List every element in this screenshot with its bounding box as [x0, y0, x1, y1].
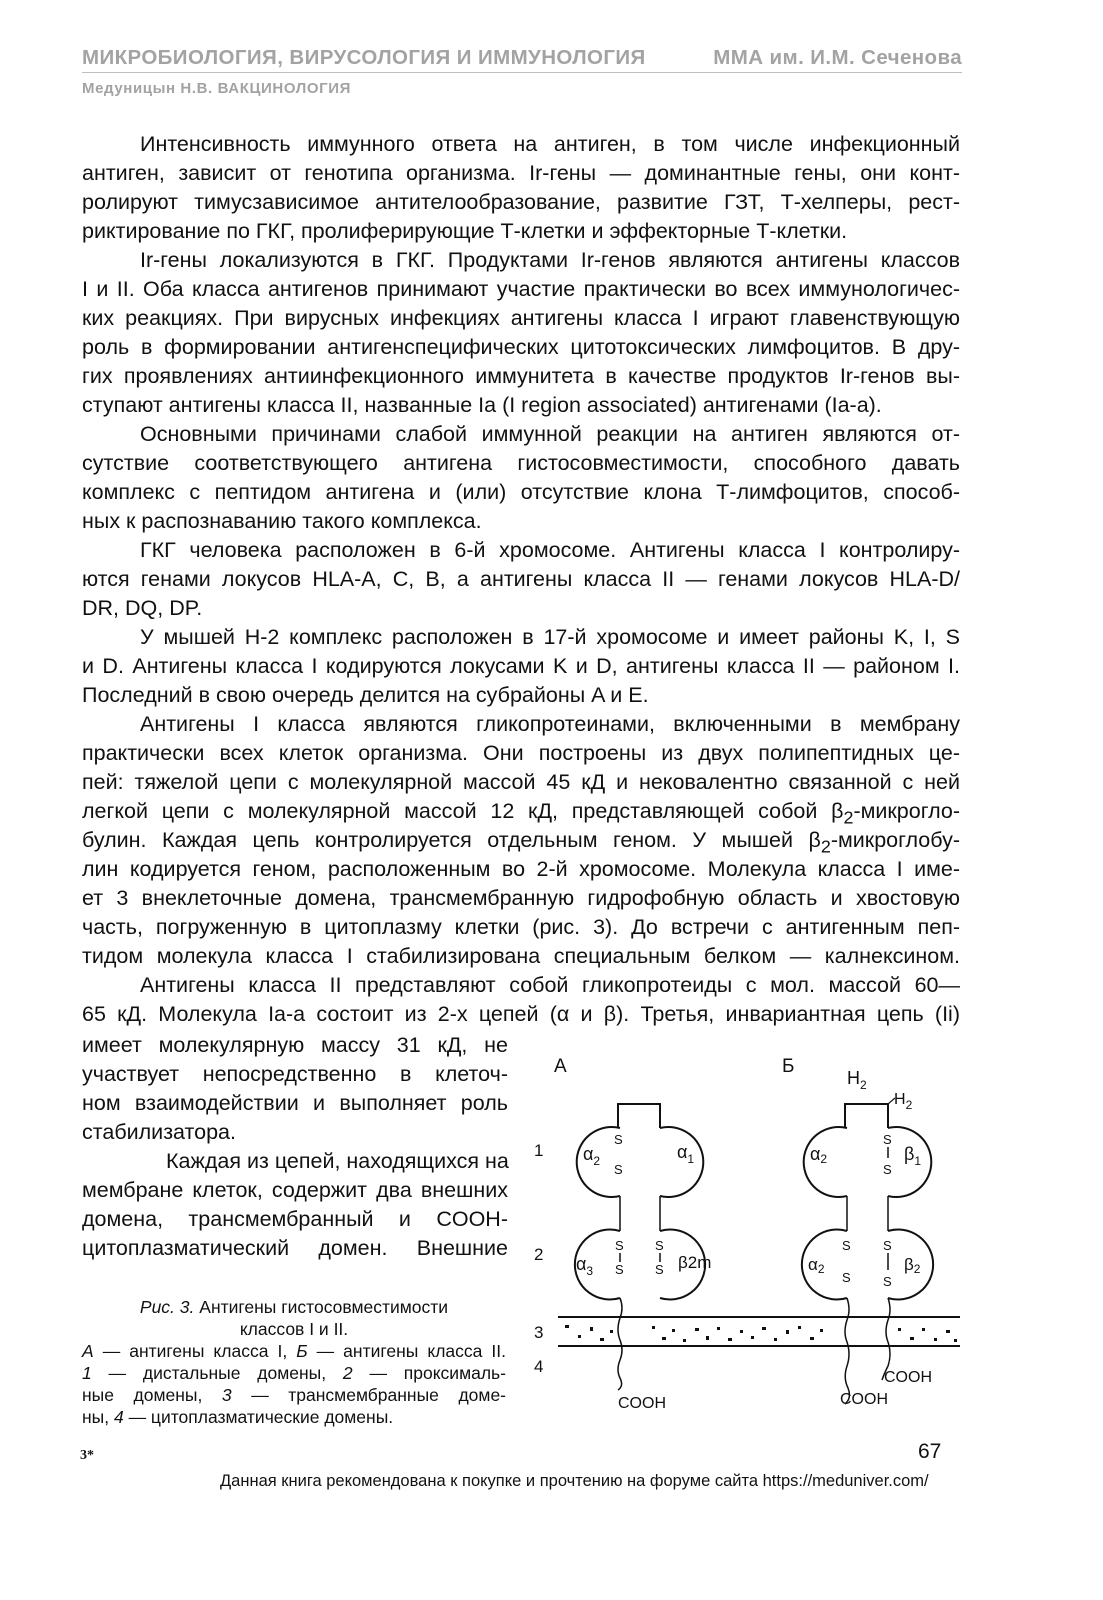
text-line: Каждая из цепей, находящихся на [166, 1149, 509, 1173]
svg-text:S: S [883, 1162, 892, 1177]
caption-line: А — антигены класса I, Б — антигены класса II. [82, 1341, 506, 1361]
svg-text:α2: α2 [810, 1144, 828, 1166]
row-label: 2 [534, 1245, 544, 1264]
text-line: Антигены I класса являются гликопротеинами, включенными в мембрану [140, 712, 960, 736]
text-line: булин. Каждая цепь контролируется отдельным геном. У мышей $\beta_2-микроглобу-$ [82, 828, 960, 857]
svg-text:COOH: COOH [840, 1391, 888, 1408]
panel-a-class-i [554, 1056, 711, 1410]
text-line: Основными причинами слабой иммунной реакции на антиген являются от- [140, 422, 960, 446]
text-line: цитоплазматический домен. Внешние [82, 1236, 508, 1260]
row-label: 3 [534, 1323, 544, 1342]
svg-text:β2m: β2m [678, 1253, 712, 1272]
text-line: ном взаимодействии и выполняет роль [82, 1091, 508, 1115]
page-number: 67 [918, 1440, 942, 1463]
text-line: Антигены класса II представляют собой гликопротеиды с мол. массой 60— [140, 973, 960, 997]
signature-mark: 3* [80, 1448, 94, 1463]
svg-text:α2: α2 [808, 1255, 825, 1276]
svg-text:S: S [615, 1262, 624, 1277]
svg-text:COOH: COOH [618, 1395, 666, 1410]
text-line: сутствие соответствующего антигена гистосовместимости, способного давать [82, 451, 960, 475]
text-line: ных к распознаванию такого комплекса. [82, 509, 482, 533]
text-line: лин кодируется геном, расположенным во 2-й хромосоме. Молекула класса I име- [82, 857, 960, 881]
text-line: участвует непосредственно в клеточ- [82, 1062, 508, 1086]
svg-text:S: S [655, 1238, 664, 1253]
svg-text:S: S [883, 1274, 892, 1289]
header-rule [82, 72, 962, 73]
caption-line: классов I и II. [239, 1319, 349, 1339]
svg-text:α1: $\alpha_1$ [677, 1142, 695, 1166]
text-line: мембране клеток, содержит два внешних [82, 1178, 508, 1202]
mhc-antigen-diagram [520, 1048, 970, 1410]
svg-text:β2: β2 [904, 1255, 921, 1276]
text-line: Интенсивность иммунного ответа на антиген, в том числе инфекционный [140, 132, 960, 156]
svg-text:S: S [883, 1238, 892, 1253]
svg-text:S: S [842, 1270, 851, 1285]
svg-text:β1: $\beta_1$ [904, 1144, 922, 1168]
svg-text:S: S [842, 1238, 851, 1253]
svg-text:COOH: COOH [884, 1369, 932, 1386]
footer-note: Данная книга рекомендована к покупке и прочтению на форуме сайта https://meduniver.com/ [220, 1472, 929, 1490]
svg-text:α3: $\alpha_3$ [576, 1254, 594, 1278]
text-line: 65 кД. Молекула Ia-a состоит из 2-х цепей (α и β). Третья, инвариантная цепь (Ii) [82, 1002, 960, 1026]
text-line: стабилизатора. [82, 1120, 236, 1144]
caption-line: ные домены, 3 — трансмембранные доме- [82, 1385, 506, 1405]
svg-text:H2: $H_2$ [847, 1068, 867, 1092]
text-line: DR, DQ, DP. [82, 596, 203, 620]
caption-line: Рис. 3. Антигены гистосовместимости [139, 1297, 449, 1317]
text-line: и D. Антигены класса I кодируются локусами K и D, антигены класса II — районом I. [82, 654, 960, 678]
text-line: ролируют тимусзависимое антителообразование, развитие ГЗТ, Т-хелперы, рест- [82, 190, 960, 214]
row-label: 1 [534, 1141, 544, 1160]
header-institution: ММА им. И.М. Сеченова [713, 46, 962, 69]
svg-text:S: S [655, 1262, 664, 1277]
row-label: 4 [534, 1357, 544, 1376]
text-line: тидом молекула класса I стабилизирована специальным белком — калнексином. [82, 944, 960, 968]
text-line: Последний в свою очередь делится на субрайоны A и E. [82, 683, 649, 707]
text-line: комплекс с пептидом антигена и (или) отсутствие клона Т-лимфоцитов, способ- [82, 480, 960, 504]
svg-text:S: S [614, 1162, 623, 1177]
text-line: У мышей H-2 комплекс расположен в 17-й хромосоме и имеет районы K, I, S [140, 625, 960, 649]
text-line: ются генами локусов HLA-A, C, B, а антигены класса II — генами локусов HLA-D/ [82, 567, 960, 591]
text-line: ет 3 внеклеточные домена, трансмембранную гидрофобную область и хвостовую [82, 886, 960, 910]
text-line: часть, погруженную в цитоплазму клетки (рис. 3). До встречи с антигенным пеп- [82, 915, 960, 939]
text-line: ступают антигены класса II, названные Ia (I region associated) антигенами (Ia-a). [82, 393, 882, 417]
running-header [82, 46, 962, 70]
text-line: практически всех клеток организма. Они построены из двух полипептидных це- [82, 741, 960, 765]
text-line: I и II. Оба класса антигенов принимают участие практически во всех иммунологичес- [82, 277, 960, 301]
text-line: ГКГ человека расположен в 6-й хромосоме. Антигены класса I контролиру- [140, 538, 960, 562]
caption-line: 1 — дистальные домены, 2 — проксималь- [82, 1363, 506, 1383]
text-line: пей: тяжелой цепи с молекулярной массой 45 кД и нековалентно связанной с ней [82, 770, 960, 794]
text-line: домена, трансмембранный и COOH- [82, 1207, 508, 1231]
svg-text:S: S [615, 1238, 624, 1253]
panel-b-class-ii [782, 1056, 933, 1408]
header-subtitle: Медуницын Н.В. ВАКЦИНОЛОГИЯ [82, 80, 351, 97]
text-line: роль в формировании антигенспецифических цитотоксических лимфоцитов. В дру- [82, 335, 960, 359]
text-line: гих проявлениях антиинфекционного иммунитета в качестве продуктов Ir-генов вы- [82, 364, 960, 388]
svg-text:S: S [614, 1132, 623, 1147]
text-line: риктирование по ГКГ, пролиферирующие Т-клетки и эффекторные Т-клетки. [82, 219, 848, 243]
svg-text:H2: $H_2$ [894, 1091, 913, 1112]
panel-a-label: А [554, 1056, 567, 1077]
text-line: имеет молекулярную массу 31 кД, не [82, 1033, 508, 1057]
caption-line: ны, 4 — цитоплазматические домены. [82, 1407, 394, 1427]
text-line: ких реакциях. При вирусных инфекциях антигены класса I играют главенствующую [82, 306, 960, 330]
text-line: легкой цепи с молекулярной массой 12 кД, представляющей собой $\beta_2-микрогло-$ [82, 799, 960, 828]
alpha1-domain [660, 1127, 703, 1197]
text-line: антиген, зависит от генотипа организма. Ir-гены — доминантные гены, они конт- [82, 161, 960, 185]
text-line: Ir-гены локализуются в ГКГ. Продуктами Ir-генов являются антигены классов [140, 248, 960, 272]
svg-text:S: S [883, 1132, 892, 1147]
header-title: МИКРОБИОЛОГИЯ, ВИРУСОЛОГИЯ И ИММУНОЛОГИЯ [82, 46, 646, 69]
panel-b-label: Б [782, 1056, 795, 1077]
svg-text:α2: $\alpha_2$ [583, 1144, 601, 1168]
